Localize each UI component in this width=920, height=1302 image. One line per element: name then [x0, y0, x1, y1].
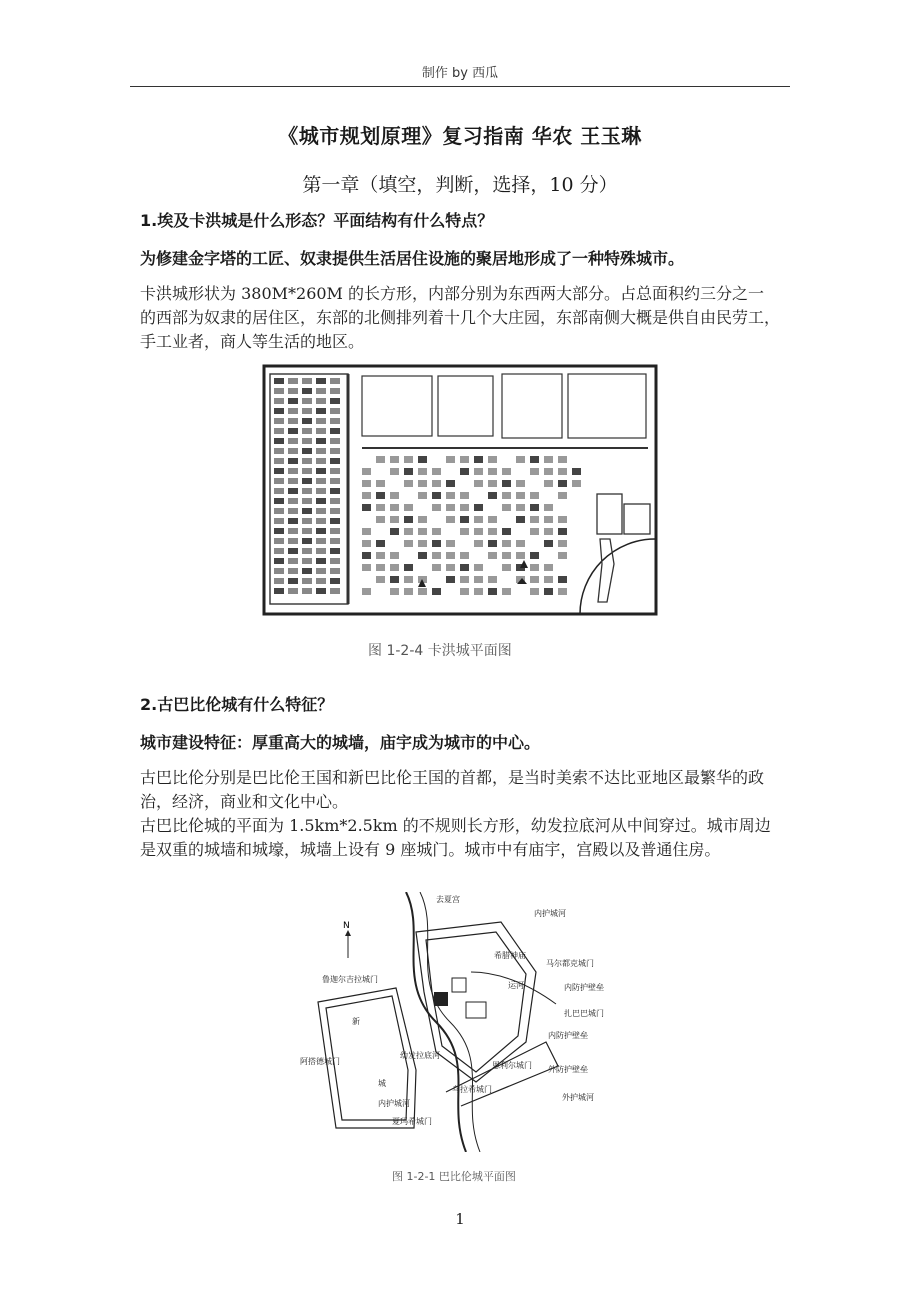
question-2: 2.古巴比伦城有什么特征？ — [140, 695, 334, 714]
svg-text:外防护壁垒: 外防护壁垒 — [548, 1065, 588, 1074]
figure-caption-1: 图 1-2-4 卡洪城平面图 — [368, 643, 512, 659]
answer-2: 城市建设特征：厚重高大的城墙，庙宇成为城市的中心。 — [140, 733, 541, 752]
svg-text:新: 新 — [352, 1017, 360, 1026]
svg-text:城: 城 — [378, 1079, 386, 1088]
svg-text:希腊神庙: 希腊神庙 — [494, 951, 526, 960]
header-rule — [130, 86, 790, 87]
svg-text:内防护壁垒: 内防护壁垒 — [564, 983, 604, 992]
svg-text:外护城河: 外护城河 — [562, 1093, 594, 1102]
question-1: 1.埃及卡洪城是什么形态？平面结构有什么特点？ — [140, 211, 494, 230]
svg-text:内防护壁垒: 内防护壁垒 — [548, 1031, 588, 1040]
svg-text:马尔都克城门: 马尔都克城门 — [546, 959, 594, 968]
svg-text:去夏宫: 去夏宫 — [436, 895, 460, 904]
paragraph-2-2: 古巴比伦城的平面为 1.5km*2.5km 的不规则长方形，幼发拉底河从中间穿过。城市周边是双重的城墙和城壕，城墙上设有 9 座城门。城市中有庙宇，宫殿以及普通住房。 — [140, 816, 771, 859]
svg-text:运河: 运河 — [508, 981, 524, 990]
document-title: 《城市规划原理》复习指南 华农 王玉琳 — [278, 124, 642, 148]
chapter-heading: 第一章（填空，判断，选择，10 分） — [302, 174, 618, 196]
svg-text:恩利尔城门: 恩利尔城门 — [492, 1061, 532, 1070]
kahun-plan-figure — [262, 364, 658, 616]
page-header: 制作 by 西瓜 — [421, 66, 499, 81]
answer-1: 为修建金字塔的工匠、奴隶提供生活居住设施的聚居地形成了一种特殊城市。 — [140, 249, 685, 268]
svg-text:鲁迦尔吉拉城门: 鲁迦尔吉拉城门 — [322, 975, 378, 984]
svg-text:阿搭德城门: 阿搭德城门 — [300, 1057, 340, 1066]
page-number: 1 — [455, 1210, 465, 1228]
paragraph-1-1: 卡洪城形状为 380M*260M 的长方形，内部分别为东西两大部分。占总面积约三分之一的西部为奴隶的居住区，东部的北侧排列着十几个大庄园，东部南侧大概是供自由民劳工，手工业者，商人等生活的地区。 — [140, 284, 781, 351]
figure-caption-2: 图 1-2-1 巴比伦城平面图 — [392, 1170, 516, 1183]
svg-text:幼发拉底河: 幼发拉底河 — [400, 1051, 440, 1060]
svg-text:内护城河: 内护城河 — [378, 1099, 410, 1108]
paragraph-2-1: 古巴比伦分别是巴比伦王国和新巴比伦王国的首都，是当时美索不达比亚地区最繁华的政治，经济，商业和文化中心。 — [140, 768, 765, 811]
north-label: N — [343, 921, 350, 931]
svg-text:内护城河: 内护城河 — [534, 909, 566, 918]
svg-text:扎巴巴城门: 扎巴巴城门 — [564, 1009, 604, 1018]
svg-text:乌拉希城门: 乌拉希城门 — [452, 1085, 492, 1094]
babylon-plan-figure — [296, 892, 626, 1152]
svg-text:夏玛希城门: 夏玛希城门 — [392, 1117, 432, 1126]
